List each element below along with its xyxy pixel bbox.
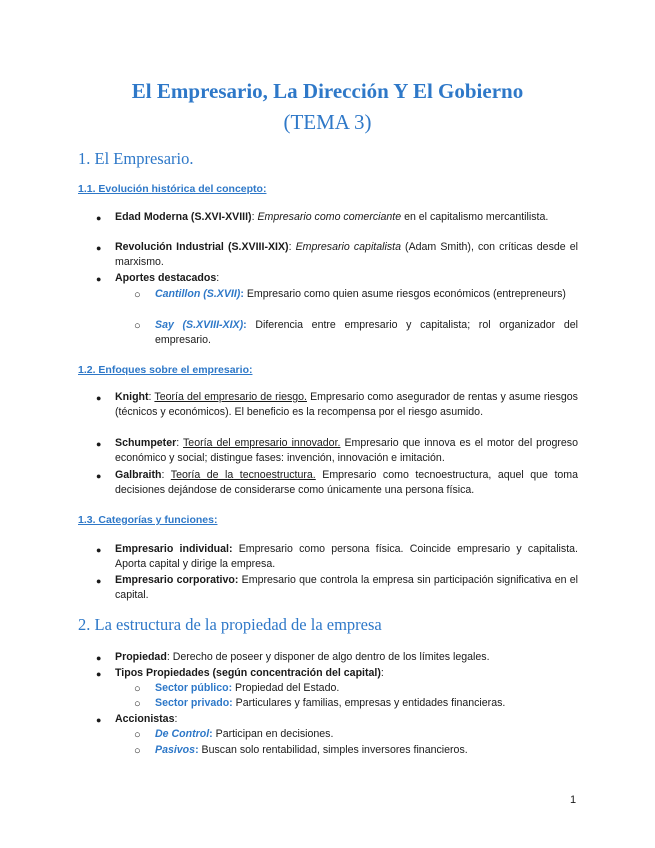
bullet-icon: ● [96,471,102,481]
list-item: Accionistas: [115,713,178,725]
circle-bullet-icon: ○ [134,745,141,757]
list-subitem: Cantillon (S.XVII): Empresario como quien asume riesgos económicos (entrepreneurs) [155,288,566,300]
list-item: Aportes destacados: [115,272,220,284]
circle-bullet-icon: ○ [134,289,141,301]
list-item: Edad Moderna (S.XVI-XVIII): Empresario como comerciante en el capitalismo mercantilista. [115,211,549,223]
list-item: Galbraith: Teoría de la tecnoestructura. Empresario como tecnoestructura, aquel que toma decisiones dejándose de considerarse como únicamente una persona física. [115,469,578,497]
bullet-icon: ● [96,243,102,253]
circle-bullet-icon: ○ [134,698,141,710]
list-item: Schumpeter: Teoría del empresario innovador. Empresario que innova es el motor del progreso económico y social; distingue fases: invención, innovación e imitación. [115,437,578,465]
circle-bullet-icon: ○ [134,320,141,332]
circle-bullet-icon: ○ [134,683,141,695]
bullet-icon: ● [96,669,102,679]
list-item: Revolución Industrial (S.XVIII-XIX): Empresario capitalista (Adam Smith), con críticas desde el marxismo. [115,241,578,269]
bullet-icon: ● [96,545,102,555]
list-item: Empresario corporativo: Empresario que controla la empresa sin participación significativa en el capital. [115,574,578,602]
bullet-icon: ● [96,213,102,223]
bullet-icon: ● [96,715,102,725]
document-subtitle: (TEMA 3) [283,110,372,134]
list-item: Knight: Teoría del empresario de riesgo. Empresario como asegurador de rentas y asume riesgos (técnicos y económicos). El beneficio es la recompensa por el riesgo asumido. [115,391,578,419]
circle-bullet-icon: ○ [134,729,141,741]
bullet-icon: ● [96,576,102,586]
list-subitem: Sector privado: Particulares y familias, empresas y entidades financieras. [155,697,506,709]
list-item: Propiedad: Derecho de poseer y disponer de algo dentro de los límites legales. [115,651,490,663]
list-subitem: Pasivos: Buscan solo rentabilidad, simples inversores financieros. [155,744,468,756]
section-1-1-heading: 1.1. Evolución histórica del concepto: [78,183,267,195]
list-subitem: Sector público: Propiedad del Estado. [155,682,340,694]
section-1-2-heading: 1.2. Enfoques sobre el empresario: [78,364,253,376]
section-1-heading: 1. El Empresario. [78,149,194,168]
bullet-icon: ● [96,439,102,449]
bullet-icon: ● [96,653,102,663]
list-item: Tipos Propiedades (según concentración del capital): [115,667,384,679]
list-item: Empresario individual: Empresario como persona física. Coincide empresario y capitalista. Aporta capital y dirige la empresa. [115,543,578,571]
bullet-icon: ● [96,393,102,403]
bullet-icon: ● [96,274,102,284]
document-title: El Empresario, La Dirección Y El Gobierno [131,79,524,103]
page-number: 1 [570,794,577,806]
section-1-3-heading: 1.3. Categorías y funciones: [78,514,218,526]
list-subitem: De Control: Participan en decisiones. [155,728,334,740]
list-subitem: Say (S.XVIII-XIX): Diferencia entre empresario y capitalista; rol organizador del empresario. [155,319,578,347]
section-2-heading: 2. La estructura de la propiedad de la empresa [78,615,382,634]
